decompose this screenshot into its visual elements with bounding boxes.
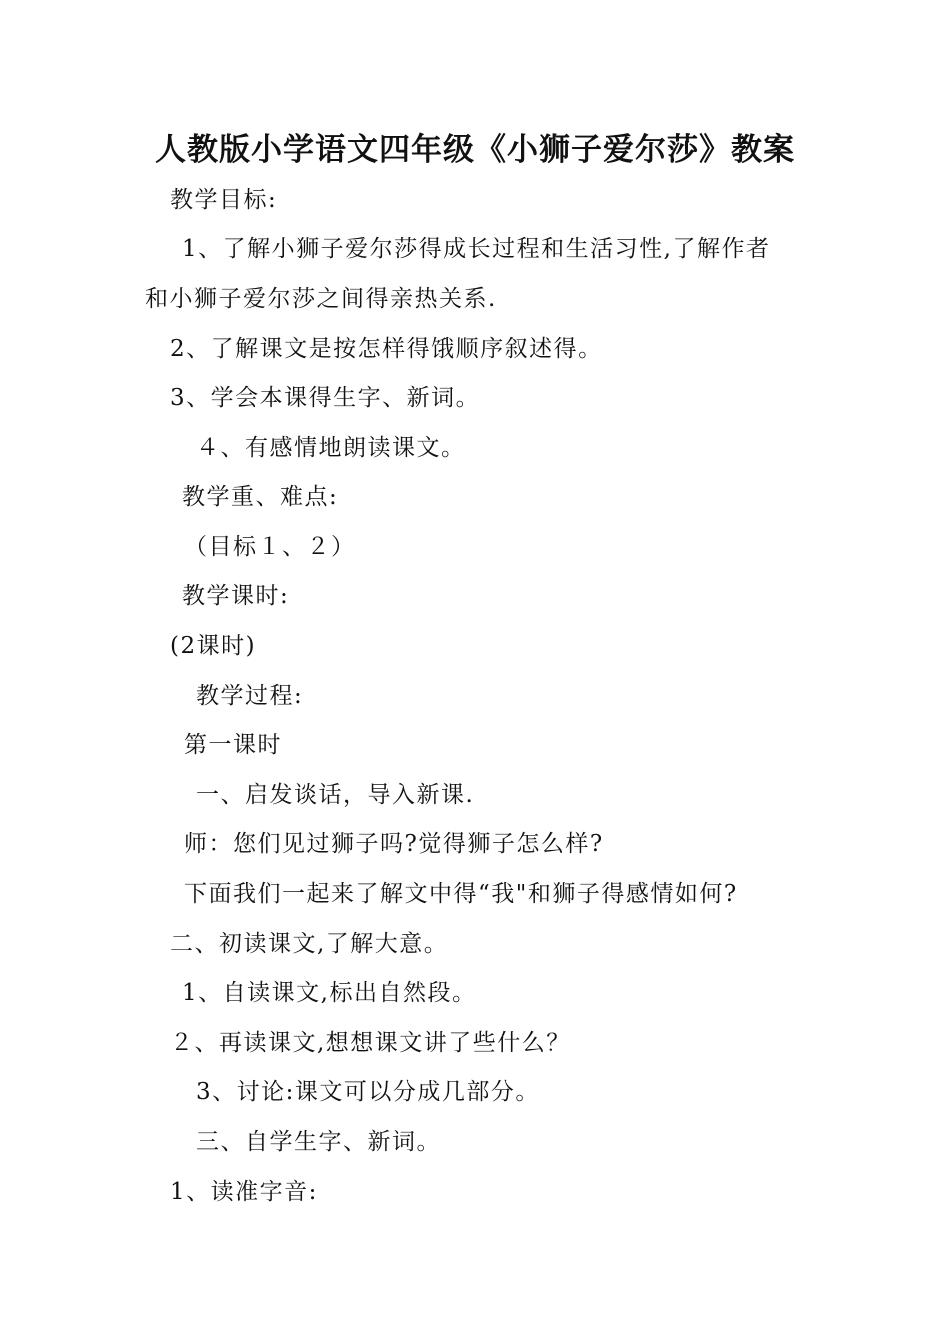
text-line: 3、学会本课得生字、新词。: [170, 385, 481, 411]
text-line: 师：您们见过狮子吗?觉得狮子怎么样?: [184, 831, 604, 857]
text-line: ２、再读课文,想想课文讲了些什么？: [170, 1030, 571, 1056]
text-line: 1、读准字音:: [170, 1179, 318, 1205]
text-line: 教学重、难点:: [182, 484, 339, 510]
text-line: 下面我们一起来了解文中得“我"和狮子得感情如何?: [184, 881, 738, 907]
text-line: 2、了解课文是按怎样得饿顺序叙述得。: [170, 336, 603, 362]
text-line: 教学课时:: [182, 583, 290, 609]
text-line: 教学过程:: [196, 683, 304, 709]
text-line: （目标１、２）: [184, 534, 356, 560]
text-line: 第一课时: [184, 732, 282, 758]
text-line: 1、了解小狮子爱尔莎得成长过程和生活习性,了解作者: [182, 236, 771, 262]
text-line: 一、启发谈话，导入新课.: [196, 782, 475, 808]
text-line: 1、自读课文,标出自然段。: [182, 980, 477, 1006]
text-line: 二、初读课文,了解大意。: [170, 931, 449, 957]
text-line: (2课时): [170, 633, 257, 659]
text-line: 和小狮子爱尔莎之间得亲热关系.: [145, 286, 497, 312]
document-title: 人教版小学语文四年级《小狮子爱尔莎》教案: [155, 132, 795, 168]
text-line: 3、讨论:课文可以分成几部分。: [196, 1079, 540, 1105]
text-line: 三、自学生字、新词。: [196, 1129, 441, 1155]
text-line: ４、有感情地朗读课文。: [196, 435, 466, 461]
text-line: 教学目标:: [170, 187, 278, 213]
